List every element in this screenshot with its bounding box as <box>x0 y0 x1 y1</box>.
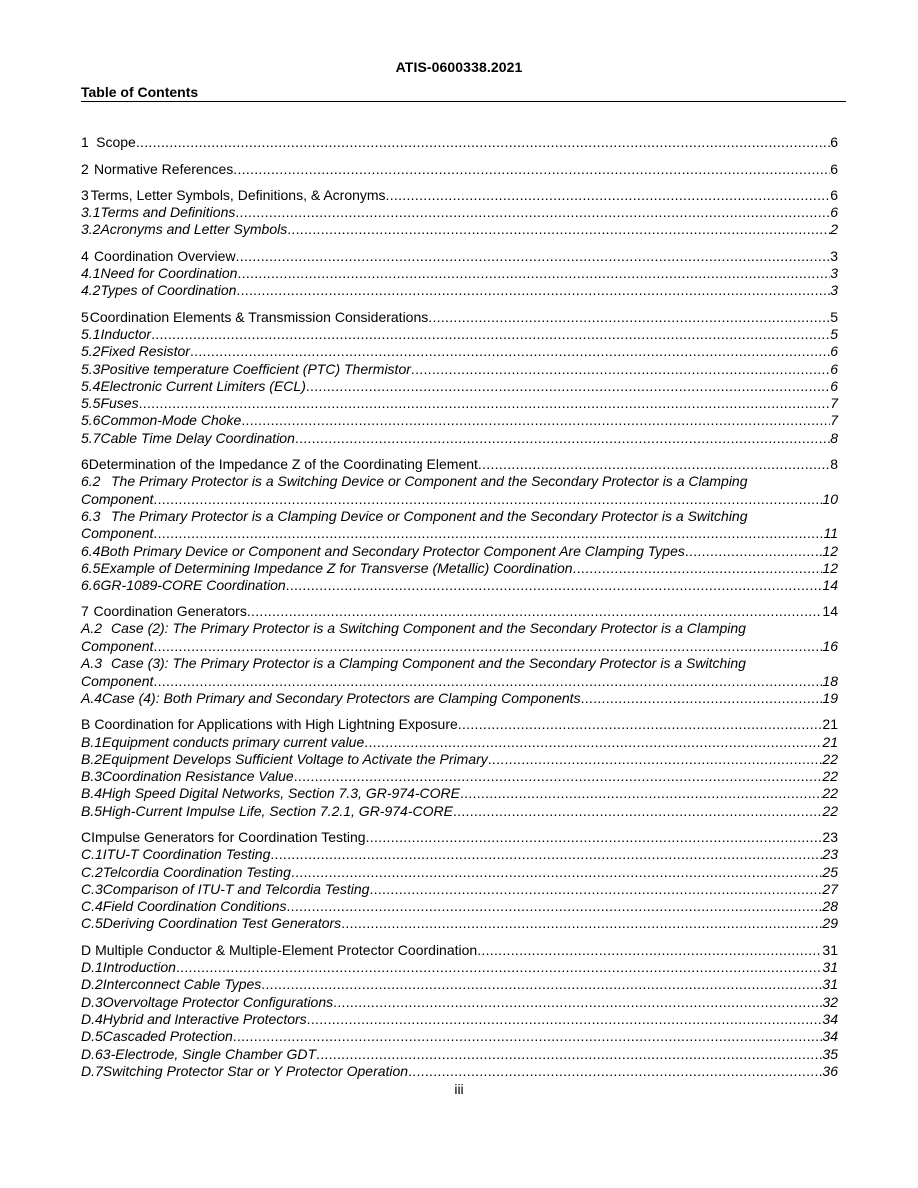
toc-entry-title: Fuses <box>100 395 139 412</box>
toc-leader-dots <box>237 265 830 282</box>
toc-entry-number: B <box>81 716 91 733</box>
toc-entry[interactable] <box>81 690 838 707</box>
toc-section-group <box>81 160 838 177</box>
toc-entry-number: C.3 <box>81 880 103 897</box>
toc-entry-page: 6 <box>830 343 838 360</box>
toc-entry-title: Coordination Resistance Value <box>102 768 294 785</box>
toc-leader-dots <box>581 690 823 707</box>
toc-entry-title: Overvoltage Protector Configurations <box>102 993 334 1010</box>
toc-entry-title: GR-1089-CORE Coordination <box>100 577 286 594</box>
toc-entry-title-continued: Component <box>81 672 154 689</box>
toc-entry-page: 23 <box>822 828 838 845</box>
toc-entry-number: 5.6 <box>81 412 101 429</box>
toc-entry[interactable] <box>81 542 838 559</box>
toc-entry-title: Fixed Resistor <box>100 343 190 360</box>
toc-entry[interactable] <box>81 863 838 880</box>
toc-entry[interactable] <box>81 603 838 620</box>
toc-entry[interactable] <box>81 473 838 508</box>
toc-entry-title: Cable Time Delay Coordination <box>100 429 295 446</box>
toc-entry-number: B.5 <box>81 802 103 819</box>
toc-entry-page: 8 <box>830 456 838 473</box>
toc-entry-page: 2 <box>830 221 838 238</box>
toc-leader-dots <box>341 915 822 932</box>
toc-entry-number: 3.1 <box>81 204 101 221</box>
toc-heading: Table of Contents <box>81 84 199 100</box>
toc-entry-page: 35 <box>822 1045 838 1062</box>
toc-entry-number: A.4 <box>81 689 103 706</box>
toc-leader-dots <box>294 768 823 785</box>
toc-entry-number: D.1 <box>81 959 103 976</box>
toc-entry-page: 12 <box>822 559 838 576</box>
toc-entry-number: 5.4 <box>81 377 101 394</box>
toc-entry-number: 6 <box>81 456 89 473</box>
toc-leader-dots <box>233 161 830 178</box>
toc-section-group <box>81 187 838 239</box>
toc-entry-title: Telcordia Coordination Testing <box>102 863 291 880</box>
toc-entry-page: 23 <box>822 846 838 863</box>
toc-leader-dots <box>261 976 822 993</box>
toc-entry-title: Equipment Develops Sufficient Voltage to Activate the Primary <box>102 750 488 767</box>
toc-entry-page: 7 <box>830 395 838 412</box>
toc-leader-dots <box>190 343 830 360</box>
toc-entry-page: 14 <box>822 577 838 594</box>
toc-leader-dots <box>458 716 823 733</box>
toc-entry[interactable] <box>81 846 838 863</box>
toc-entry-page: 28 <box>822 898 838 915</box>
toc-entry-number: 5.1 <box>81 325 101 342</box>
toc-leader-dots <box>139 395 831 412</box>
toc-entry-number: D.4 <box>81 1010 103 1027</box>
toc-entry-page: 27 <box>822 880 838 897</box>
toc-entry-number: 4 <box>81 247 89 264</box>
toc-entry-page: 6 <box>830 134 838 151</box>
toc-entry-title: Case (3): The Primary Protector is a Clamping Component and the Secondary Protector is a Switching <box>111 655 746 672</box>
toc-section-group <box>81 829 838 933</box>
header-rule <box>81 101 846 102</box>
toc-leader-dots <box>286 898 822 915</box>
toc-leader-dots <box>428 309 830 326</box>
toc-entry-title: Need for Coordination <box>100 265 238 282</box>
toc-leader-dots <box>460 785 822 802</box>
toc-entry-title: Impulse Generators for Coordination Testing <box>91 828 366 845</box>
toc-entry-page: 29 <box>822 915 838 932</box>
toc-entry-title: Positive temperature Coefficient (PTC) Thermistor <box>100 360 411 377</box>
toc-section-group <box>81 134 838 151</box>
toc-entry-page: 6 <box>830 360 838 377</box>
toc-entry-page: 31 <box>822 959 838 976</box>
toc-entry-title: Introduction <box>102 959 176 976</box>
toc-entry[interactable] <box>81 976 838 993</box>
toc-entry[interactable] <box>81 768 838 785</box>
toc-entry[interactable] <box>81 343 838 360</box>
toc-leader-dots <box>685 543 823 560</box>
toc-leader-dots <box>364 734 822 751</box>
toc-entry[interactable] <box>81 1011 838 1028</box>
toc-entry[interactable] <box>81 751 838 768</box>
toc-entry-page: 34 <box>822 1028 838 1045</box>
toc-entry-title: Acronyms and Letter Symbols <box>100 221 288 238</box>
toc-entry-number: 5.5 <box>81 395 101 412</box>
toc-entry-page: 3 <box>830 265 838 282</box>
toc-entry-page: 31 <box>822 976 838 993</box>
toc-entry[interactable] <box>81 412 838 429</box>
toc-entry[interactable] <box>81 915 838 932</box>
toc-leader-dots <box>488 751 823 768</box>
toc-entry[interactable] <box>81 716 838 733</box>
toc-entry-page: 25 <box>822 863 838 880</box>
page-number: iii <box>454 1081 464 1097</box>
toc-entry-number: 6.3 <box>81 507 101 524</box>
toc-entry[interactable] <box>81 1045 838 1062</box>
toc-entry-number: 2 <box>81 160 89 177</box>
toc-entry-number: C <box>81 828 92 845</box>
toc-entry-number: B.1 <box>81 733 103 750</box>
toc-entry-page: 6 <box>830 204 838 221</box>
toc-entry-page: 22 <box>822 802 838 819</box>
toc-entry-number: C.2 <box>81 863 103 880</box>
toc-entry-number: D.7 <box>81 1062 103 1079</box>
toc-entry-number: A.3 <box>81 655 103 672</box>
toc-entry-number: C.1 <box>81 846 103 863</box>
toc-entry-number: C.4 <box>81 898 103 915</box>
toc-entry-page: 6 <box>830 160 838 177</box>
toc-entry-page: 31 <box>822 941 838 958</box>
toc-leader-dots <box>153 525 823 542</box>
toc-entry-page: 14 <box>822 603 838 620</box>
toc-entry-number: 5.7 <box>81 429 101 446</box>
toc-entry-number: 3 <box>81 186 89 203</box>
toc-entry[interactable] <box>81 265 838 282</box>
toc-entry-number: D.5 <box>81 1028 103 1045</box>
toc-entry-number: 1 <box>81 134 89 151</box>
toc-leader-dots <box>176 959 822 976</box>
document-id: ATIS-0600338.2021 <box>395 59 523 75</box>
toc-entry[interactable] <box>81 308 838 325</box>
toc-entry-page: 7 <box>830 412 838 429</box>
toc-entry-title: Determination of the Impedance Z of the Coordinating Element <box>88 456 478 473</box>
toc-section-group <box>81 308 838 446</box>
toc-entry-number: A.2 <box>81 620 103 637</box>
toc-entry-number: B.4 <box>81 785 103 802</box>
toc-entry[interactable] <box>81 785 838 802</box>
toc-entry[interactable] <box>81 898 838 915</box>
toc-entry-title-continued: Component <box>81 490 154 507</box>
toc-entry-title: ITU-T Coordination Testing <box>102 846 271 863</box>
toc-entry-number: 6.4 <box>81 542 101 559</box>
toc-entry-title: Multiple Conductor & Multiple-Element Protector Coordination <box>95 941 478 958</box>
toc-entry[interactable] <box>81 326 838 343</box>
toc-entry-number: 5.3 <box>81 360 101 377</box>
toc-entry-page: 22 <box>822 750 838 767</box>
toc-entry[interactable] <box>81 1028 838 1045</box>
toc-entry-number: 4.2 <box>81 282 101 299</box>
toc-leader-dots <box>369 881 822 898</box>
toc-entry[interactable] <box>81 560 838 577</box>
toc-entry-title: Deriving Coordination Test Generators <box>102 915 342 932</box>
toc-entry[interactable] <box>81 395 838 412</box>
toc-entry-page: 22 <box>822 785 838 802</box>
toc-entry-title: Cascaded Protection <box>102 1028 233 1045</box>
toc-leader-dots <box>270 846 822 863</box>
toc-entry[interactable] <box>81 204 838 221</box>
toc-entry-title: Coordination Overview <box>93 247 236 264</box>
toc-entry-title: Terms and Definitions <box>100 204 236 221</box>
toc-entry-title: High Speed Digital Networks, Section 7.3, GR-974-CORE <box>102 785 460 802</box>
toc-entry-number: 7 <box>81 603 89 620</box>
toc-leader-dots <box>316 1046 822 1063</box>
toc-entry-number: 5 <box>81 308 89 325</box>
toc-entry-page: 8 <box>830 429 838 446</box>
toc-entry-title: Common-Mode Choke <box>100 412 242 429</box>
toc-entry[interactable] <box>81 993 838 1010</box>
toc-leader-dots <box>287 221 830 238</box>
toc-entry-title: Normative References <box>94 160 234 177</box>
toc-entry-page: 6 <box>830 377 838 394</box>
toc-entry[interactable] <box>81 802 838 819</box>
toc-entry-title: Coordination Generators <box>93 603 247 620</box>
toc-entry-title: Example of Determining Impedance Z for Transverse (Metallic) Coordination <box>100 559 573 576</box>
toc-leader-dots <box>408 1063 822 1080</box>
toc-entry-title: Hybrid and Interactive Protectors <box>102 1010 307 1027</box>
toc-entry-title: Scope <box>96 134 136 151</box>
toc-entry-number: 6.2 <box>81 473 101 490</box>
toc-leader-dots <box>307 1011 823 1028</box>
toc-entry-page: 11 <box>823 525 838 542</box>
toc-entry[interactable] <box>81 187 838 204</box>
toc-entry-page: 34 <box>822 1010 838 1027</box>
toc-section-group <box>81 603 838 707</box>
toc-entry-page: 16 <box>822 638 838 655</box>
toc-entry-page: 36 <box>822 1062 838 1079</box>
toc-leader-dots <box>333 994 822 1011</box>
toc-entry[interactable] <box>81 620 838 655</box>
toc-entry-title: Coordination Elements & Transmission Considerations <box>89 308 429 325</box>
toc-entry-number: 6.6 <box>81 577 101 594</box>
toc-leader-dots <box>291 864 823 881</box>
toc-entry-title: Both Primary Device or Component and Secondary Protector Component Are Clamping Types <box>100 542 685 559</box>
toc-entry-title: Field Coordination Conditions <box>102 898 287 915</box>
toc-leader-dots <box>453 803 822 820</box>
toc-entry-number: 6.5 <box>81 559 101 576</box>
toc-section-group <box>81 456 838 594</box>
toc-entry-number: D.2 <box>81 976 103 993</box>
toc-section-group <box>81 941 838 1079</box>
toc-leader-dots <box>236 248 831 265</box>
toc-entry[interactable] <box>81 733 838 750</box>
toc-leader-dots <box>241 412 830 429</box>
toc-entry-title: The Primary Protector is a Switching Device or Component and the Secondary Protector is a Clamping <box>111 473 748 490</box>
toc-entry-page: 3 <box>830 282 838 299</box>
toc-entry-number: C.5 <box>81 915 103 932</box>
toc-entry-number: 5.2 <box>81 343 101 360</box>
toc-leader-dots <box>366 829 823 846</box>
toc-entry-title: Types of Coordination <box>100 282 237 299</box>
toc-entry[interactable] <box>81 160 838 177</box>
toc-entry[interactable] <box>81 577 838 594</box>
toc-entry[interactable] <box>81 429 838 446</box>
toc-entry-number: B.2 <box>81 750 103 767</box>
toc-entry[interactable] <box>81 941 838 958</box>
toc-leader-dots <box>151 326 830 343</box>
table-of-contents <box>81 134 838 1089</box>
toc-entry-page: 32 <box>822 993 838 1010</box>
toc-entry-title-continued: Component <box>81 525 154 542</box>
toc-entry-title: Interconnect Cable Types <box>102 976 262 993</box>
toc-entry-title: Comparison of ITU-T and Telcordia Testing <box>102 880 370 897</box>
toc-leader-dots <box>306 378 830 395</box>
toc-entry[interactable] <box>81 959 838 976</box>
toc-entry-title: Coordination for Applications with High Lightning Exposure <box>94 716 458 733</box>
toc-entry[interactable] <box>81 655 838 690</box>
toc-entry-title-continued: Component <box>81 638 154 655</box>
toc-leader-dots <box>247 603 823 620</box>
toc-entry-page: 5 <box>830 325 838 342</box>
toc-entry[interactable] <box>81 360 838 377</box>
toc-entry[interactable] <box>81 508 838 543</box>
toc-entry-title: High-Current Impulse Life, Section 7.2.1, GR-974-CORE <box>102 802 453 819</box>
toc-entry-page: 10 <box>822 490 838 507</box>
toc-leader-dots <box>286 577 823 594</box>
toc-leader-dots <box>153 673 822 690</box>
toc-entry[interactable] <box>81 247 838 264</box>
toc-leader-dots <box>153 491 822 508</box>
toc-entry-title: Switching Protector Star or Y Protector Operation <box>102 1062 409 1079</box>
toc-leader-dots <box>478 456 830 473</box>
toc-entry-title: Terms, Letter Symbols, Definitions, & Acronyms <box>90 186 386 203</box>
toc-entry-title: Equipment conducts primary current value <box>102 733 365 750</box>
toc-entry-page: 6 <box>830 186 838 203</box>
toc-entry[interactable] <box>81 829 838 846</box>
toc-entry[interactable] <box>81 1063 838 1080</box>
toc-leader-dots <box>411 361 830 378</box>
toc-leader-dots <box>477 942 822 959</box>
toc-entry[interactable] <box>81 456 838 473</box>
toc-section-group <box>81 247 838 299</box>
toc-entry-page: 22 <box>822 768 838 785</box>
toc-entry-number: 4.1 <box>81 265 101 282</box>
toc-leader-dots <box>153 638 822 655</box>
toc-entry-title: Inductor <box>100 325 152 342</box>
toc-entry-number: D.6 <box>81 1045 103 1062</box>
toc-leader-dots <box>233 1028 823 1045</box>
toc-entry[interactable] <box>81 378 838 395</box>
toc-entry-page: 3 <box>830 247 838 264</box>
toc-entry[interactable] <box>81 221 838 238</box>
toc-entry[interactable] <box>81 881 838 898</box>
toc-entry-page: 12 <box>822 542 838 559</box>
toc-entry-number: 3.2 <box>81 221 101 238</box>
toc-leader-dots <box>295 430 830 447</box>
toc-entry-page: 19 <box>822 689 838 706</box>
toc-leader-dots <box>236 282 830 299</box>
toc-entry-number: D.3 <box>81 993 103 1010</box>
toc-entry-title: 3-Electrode, Single Chamber GDT <box>102 1045 316 1062</box>
toc-entry-title: Electronic Current Limiters (ECL) <box>100 377 306 394</box>
toc-entry[interactable] <box>81 134 838 151</box>
toc-entry-number: B.3 <box>81 768 103 785</box>
toc-entry-title: Case (4): Both Primary and Secondary Protectors are Clamping Components <box>102 689 581 706</box>
toc-entry-page: 5 <box>830 308 838 325</box>
toc-entry-title: The Primary Protector is a Clamping Device or Component and the Secondary Protector is a Switching <box>111 507 748 524</box>
toc-entry[interactable] <box>81 282 838 299</box>
toc-leader-dots <box>136 134 830 151</box>
toc-entry-page: 21 <box>822 716 838 733</box>
toc-leader-dots <box>386 187 831 204</box>
toc-entry-page: 18 <box>822 672 838 689</box>
toc-leader-dots <box>235 204 830 221</box>
toc-entry-number: D <box>81 941 92 958</box>
toc-leader-dots <box>573 560 823 577</box>
toc-section-group <box>81 716 838 820</box>
toc-entry-page: 21 <box>822 733 838 750</box>
toc-entry-title: Case (2): The Primary Protector is a Switching Component and the Secondary Protector is a Clamping <box>111 620 746 637</box>
